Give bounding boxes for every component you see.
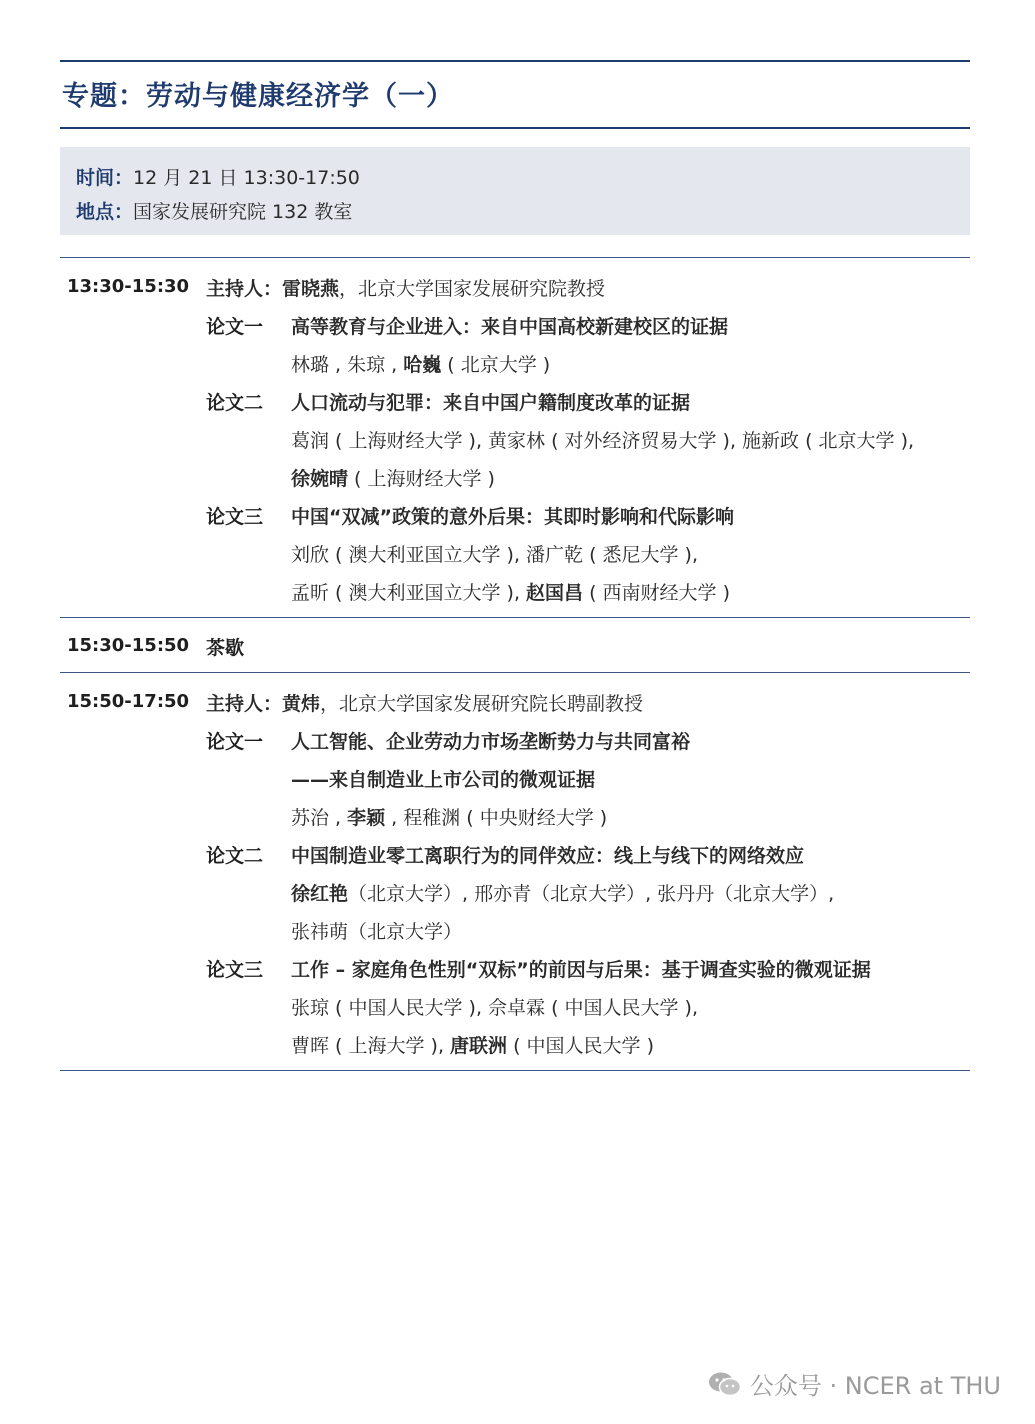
paper-authors [291, 879, 834, 906]
time-line [76, 163, 360, 190]
paper-authors: 刘欣 ( 澳大利亚国立大学 ), 潘广乾 ( 悉尼大学 ), [291, 544, 699, 566]
break-top-rule [60, 617, 970, 618]
paper-label: 论文二 [206, 845, 264, 867]
paper-label: 论文一 [206, 731, 264, 753]
host-label: 主持人： [206, 693, 283, 715]
paper-authors: 张琼 ( 中国人民大学 ), 佘卓霖 ( 中国人民大学 ), [291, 997, 699, 1019]
author-text: （北京大学）, 邢亦青（北京大学）, 张丹丹（北京大学）, [348, 883, 835, 905]
paper-label: 论文三 [206, 959, 264, 981]
paper-title: 高等教育与企业进入：来自中国高校新建校区的证据 [291, 316, 729, 338]
author-text: 孟昕 ( 澳大利亚国立大学 ), [291, 582, 527, 604]
presenter-name: 徐红艳 [291, 883, 349, 905]
host-affil: ，北京大学国家发展研究院长聘副教授 [320, 693, 644, 715]
host-affil: ，北京大学国家发展研究院教授 [339, 278, 606, 300]
paper-title: 中国“双减”政策的意外后果：其即时影响和代际影响 [291, 506, 734, 528]
paper-title: 工作 – 家庭角色性别“双标”的前因与后果：基于调查实验的微观证据 [291, 959, 871, 981]
paper-title: 中国制造业零工离职行为的同伴效应：线上与线下的网络效应 [291, 845, 805, 867]
time-label: 时间： [76, 167, 134, 189]
paper-authors [291, 350, 550, 377]
author-text: , 程稚渊 ( 中央财经大学 ) [385, 807, 608, 829]
paper-authors: 葛润 ( 上海财经大学 ), 黄家林 ( 对外经济贸易大学 ), 施新政 ( 北京大学 ), [291, 430, 915, 452]
break-time: 15:30-15:50 [67, 635, 190, 656]
author-text: ( 上海财经大学 ) [348, 468, 495, 490]
presenter-name: 哈巍 [403, 354, 442, 376]
session-time: 13:30-15:30 [67, 276, 190, 297]
author-text: ( 中国人民大学 ) [507, 1035, 654, 1057]
watermark-text: 公众号 · NCER at THU [749, 1372, 1001, 1400]
top-rule [60, 60, 970, 62]
presenter-name: 赵国昌 [526, 582, 584, 604]
host-label: 主持人： [206, 278, 283, 300]
paper-subtitle: ——来自制造业上市公司的微观证据 [291, 769, 596, 791]
time-value: 12 月 21 日 13:30-17:50 [133, 167, 360, 189]
break-label: 茶歇 [206, 637, 245, 659]
author-text: 苏治 , [291, 807, 348, 829]
session-time: 15:50-17:50 [67, 691, 190, 712]
session1-top-rule [60, 257, 970, 258]
session2-bottom-rule [60, 1070, 970, 1071]
paper-title: 人口流动与犯罪：来自中国户籍制度改革的证据 [291, 392, 691, 414]
paper-label: 论文三 [206, 506, 264, 528]
paper-label: 论文一 [206, 316, 264, 338]
place-value: 国家发展研究院 132 教室 [133, 201, 353, 223]
presenter-name: 徐婉晴 [291, 468, 349, 490]
place-label: 地点： [76, 201, 134, 223]
paper-authors [291, 803, 607, 830]
info-box [60, 147, 970, 235]
place-line [76, 197, 352, 224]
author-text: ( 西南财经大学 ) [583, 582, 730, 604]
paper-authors [291, 1031, 654, 1058]
paper-authors: 张祎萌（北京大学） [291, 921, 463, 943]
wechat-icon [708, 1371, 742, 1397]
paper-authors [291, 464, 495, 491]
title-rule [60, 127, 970, 129]
host-line [206, 689, 643, 716]
paper-label: 论文二 [206, 392, 264, 414]
presenter-name: 李颖 [347, 807, 386, 829]
paper-title: 人工智能、企业劳动力市场垄断势力与共同富裕 [291, 731, 691, 753]
host-name: 黄炜 [282, 693, 321, 715]
host-line [206, 274, 605, 301]
host-name: 雷晓燕 [282, 278, 340, 300]
wechat-watermark [708, 1366, 1001, 1401]
author-text: 林璐 , 朱琼 , [291, 354, 404, 376]
author-text: ( 北京大学 ) [441, 354, 551, 376]
presenter-name: 唐联洲 [450, 1035, 508, 1057]
author-text: 曹晖 ( 上海大学 ), [291, 1035, 451, 1057]
page-title: 专题：劳动与健康经济学（一） [62, 81, 454, 112]
paper-authors [291, 578, 730, 605]
session2-top-rule [60, 672, 970, 673]
